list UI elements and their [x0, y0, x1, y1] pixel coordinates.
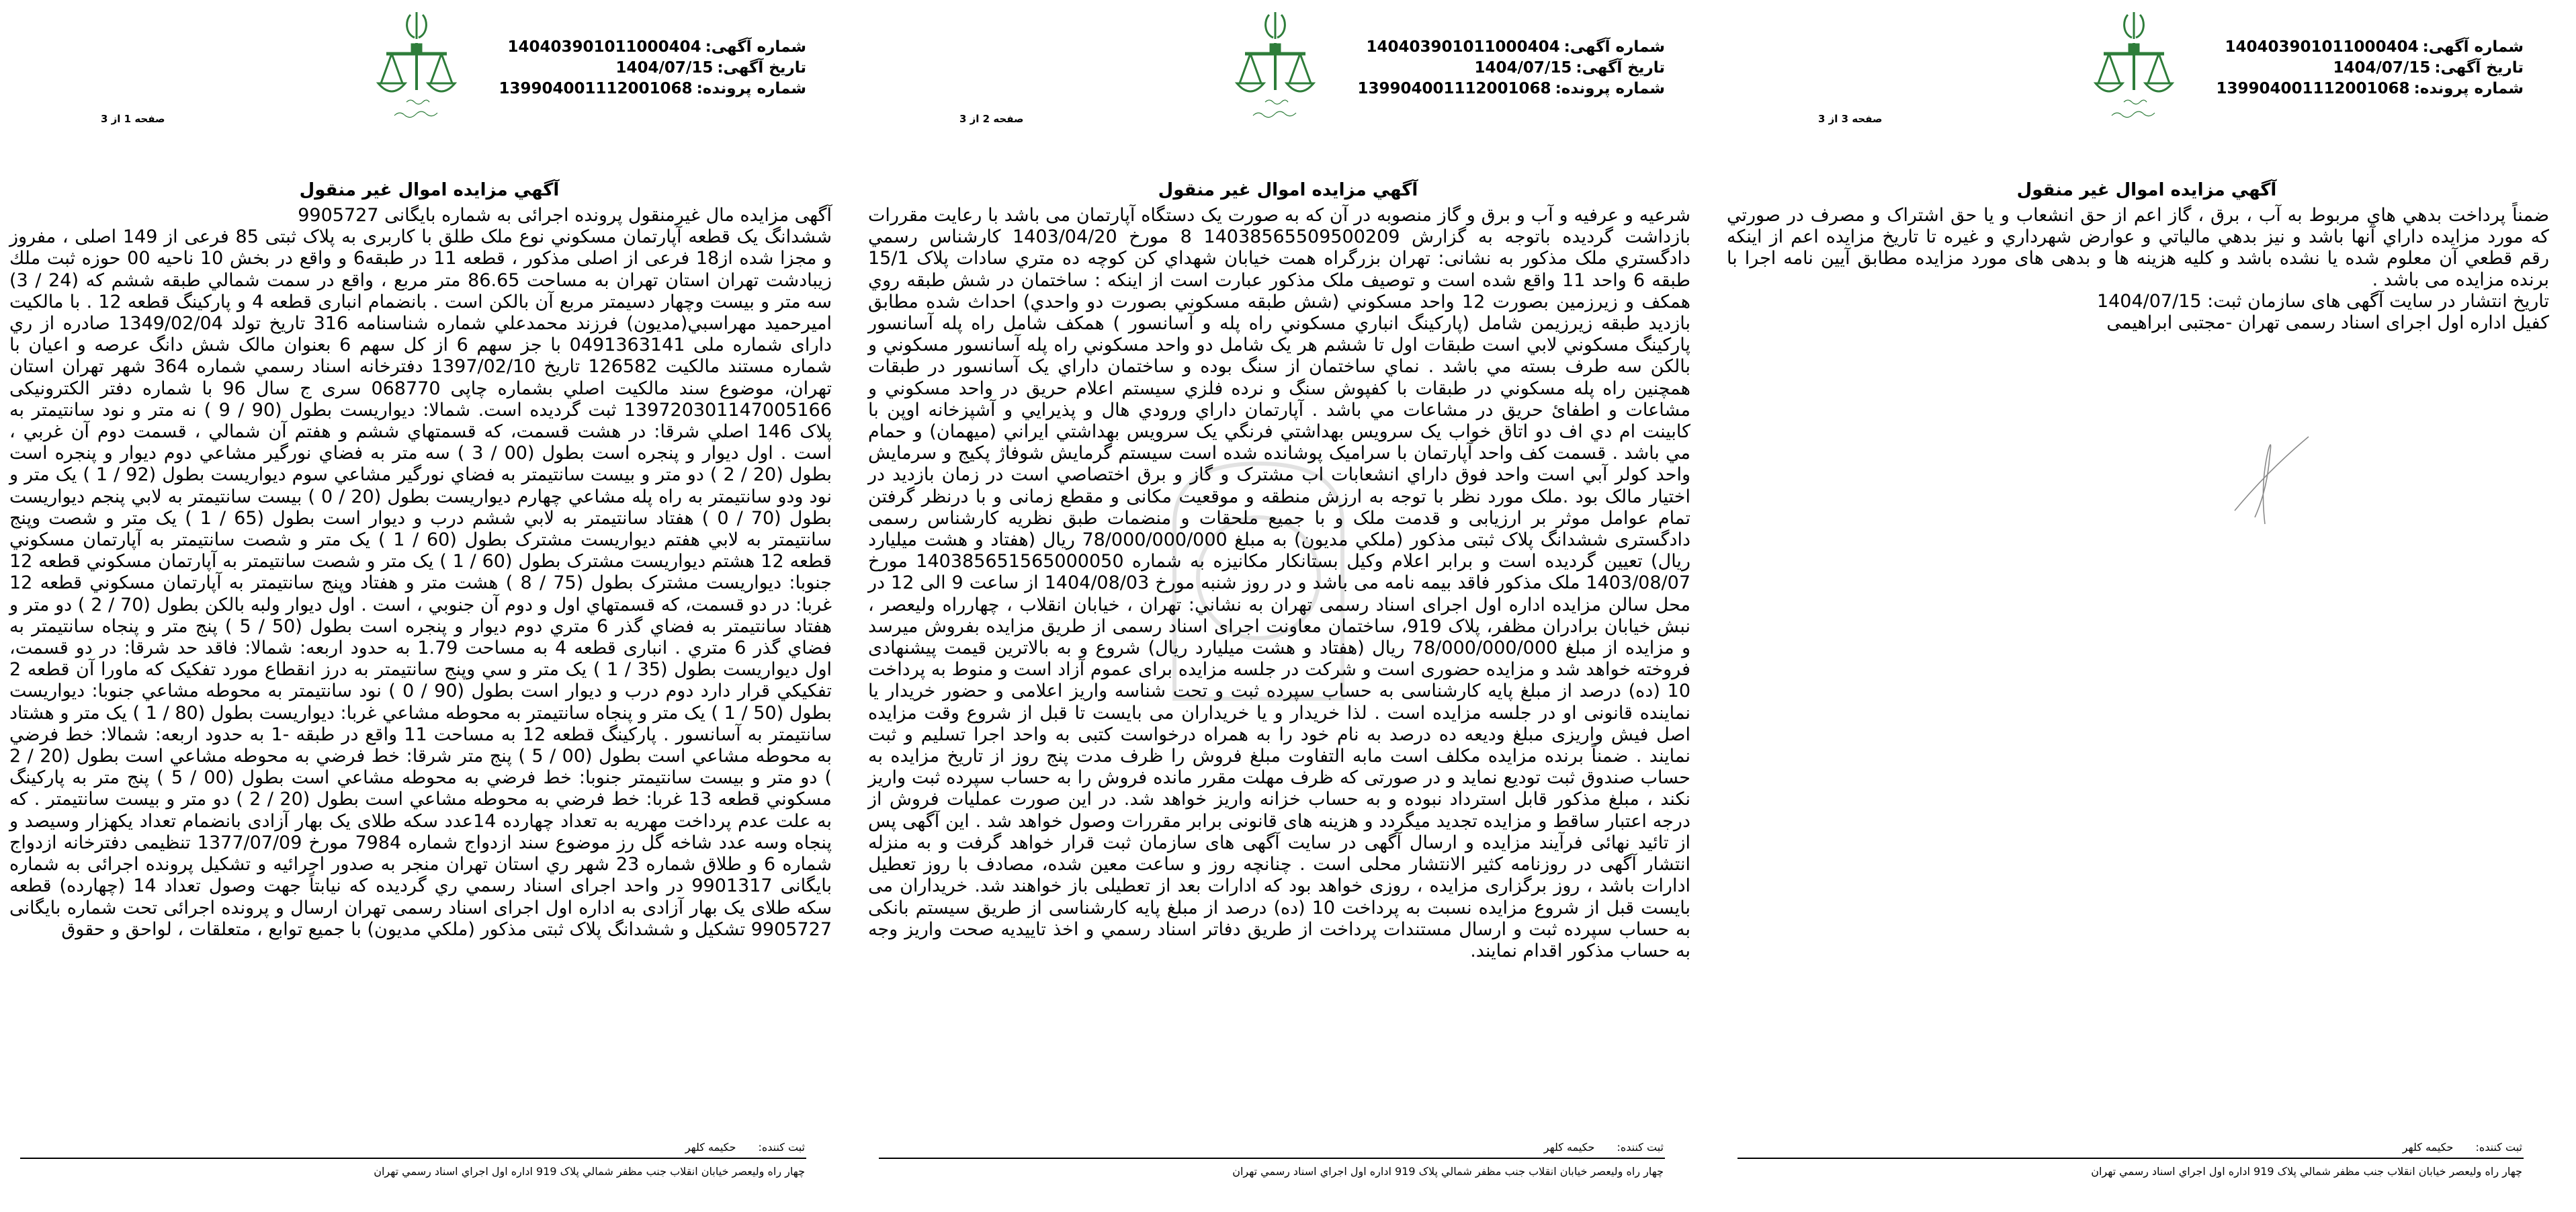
- footer-address: چهار راه وليعصر خيابان انقلاب جنب مظفر شمالي پلاک 919 اداره اول اجراي اسناد رسمي تهران: [374, 1165, 805, 1178]
- footer-divider: [879, 1158, 1665, 1159]
- ad-date: 1404/07/15: [1474, 59, 1572, 77]
- file-number-label: شماره پرونده:: [696, 80, 806, 97]
- ad-number: 140403901011000404: [1366, 38, 1560, 56]
- recorder: [2403, 1141, 2522, 1154]
- publish-date-label: تاریخ انتشار در سایت آگهی های سازمان ثبت:: [2207, 291, 2549, 312]
- ad-number: 140403901011000404: [507, 38, 701, 56]
- recorder: [1544, 1141, 1664, 1154]
- lead-line: آگهی مزایده مال غیرمنقول پرونده اجرائی به شماره بایگانی 9905727: [298, 205, 832, 226]
- header-meta: [499, 37, 807, 99]
- body-paragraph: شرعیه و عرفیه و آب و برق و گاز منصوبه در آن که به صورت یک دستگاه آپارتمان می باشد با رعایت مقررات بازداشت گردیده باتوجه به گزارش 14038565509500209 8 مورخ 1403/04/20 کارشناس رسمي دادگستري ملک مذکور به نشانی: تهران بزرگراه همت خيابان شهداي كن كوچه ده متري سادات پلاک 15/1 طبقه 6 واحد 11 واقع شده است و توصیف ملک مذکور عبارت است از اینکه : ساختمان در شش طبقه روي همکف و زيرزمين بصورت 12 واحد مسکوني (شش طبقه مسکوني بصورت دو واحدي) احداث شده مطابق بازديد طبقه زيرزيمن شامل (پارکينگ انباري مسکوني راه پله و آسانسور ) همکف شامل راه پله آسانسور پارکينگ مسکوني لابي است طبقات اول تا ششم هر يک شامل دو واحد مسکوني راه پله آسانسور مسكوني و بالکن سه طرف بسته مي باشد . نماي ساختمان از سنگ بوده و ساختمان داراي يک آسانسور در طبقات همچنين راه پله مسکوني در طبقات با کفپوش سنگ و نرده فلزي سيستم اعلام حريق در واحد مسکوني و مشاعات و اطفائ حريق در مشاعات مي باشد . آپارتمان داراي ورودي هال و پذيرايي و آشپزخانه اوپن با کابينت ام دي اف دو اتاق خواب يک سرويس بهداشتي فرنگي يک سرويس بهداشتي ايراني (ميهمان) و حمام مي باشد . قسمت کف واحد آپارتمان با سراميک پوشانده شده است سيستم گرمايش شوفاژ پکيج و سرمايش واحد کولر آبي است واحد فوق داراي انشعابات اب مشترک و گاز و برق اختصاصي است در زمان بازديد در اختيار مالک بود .ملک مورد نظر با توجه به ارزش منطقه و موقعیت مکانی و مقطع زمانی و با درنظر گرفتن تمام عوامل موثر بر ارزیابی و قدمت ملک و با جمیع ملحقات و منضمات طبق نظریه کارشناس رسمی دادگستری ششدانگ پلاک ثبتی مذکور (ملكي مديون) به مبلغ 78/000/000/000 ریال (هفتاد و هشت میلیارد ریال) تعیین گردیده است و برابر اعلام وکیل بستانکار مکانیزه به شماره 140385651565000050 مورخ 1403/08/07 ملک مذکور فاقد بیمه نامه می باشد و در روز شنبه مورخ 1404/08/03 از ساعت 9 الی 12 در محل سالن مزایده اداره اول اجرای اسناد رسمی تهران به نشاني: تهران ، خيابان انقلاب ، چهارراه وليعصر ، نبش خيابان برادران مظفر، پلاک 919، ساختمان معاونت اجرای اسناد رسمی از طریق مزایده بفروش میرسد و مزایده از مبلغ 78/000/000/000 ریال (هفتاد و هشت میلیارد ریال) شروع و به بالاترین قیمت پیشنهادی فروخته خواهد شد و مزایده حضوری است و شرکت در جلسه مزایده برای عموم آزاد است و منوط به پرداخت 10 (ده) درصد از مبلغ پایه کارشناسی به حساب سپرده ثبت و تحت شناسه واریز اعلامی و حضور خریدار یا نماینده قانونی او در جلسه مزایده است . لذا خریدار و یا خریداران می بایست تا قبل از شروع وقت مزایده اصل فیش واریزی مبلغ ودیعه ده درصد به نام خود را به همراه درخواست کتبی به واحد اجرا تسلیم و ثبت نمایند . ضمناً برنده مزایده مکلف است مابه التفاوت مبلغ فروش را ظرف مدت پنج روز از تاریخ مزایده به حساب صندوق ثبت تودیع نماید و در صورتی که ظرف مهلت مقرر مانده فروش را به حساب سپرده ثبت واریز نکند ، مبلغ مذکور قابل استرداد نبوده و به حساب خزانه واریز خواهد شد. در این صورت عملیات فروش از درجه اعتبار ساقط و مزایده تجدید میگردد و هزینه های قانونی برابر مقررات وصول خواهد شد . این آگهی پس از تائید نهائی فرآیند مزایده و ارسال آگهی در سایت آگهی های سازمان ثبت قرار خواهد گرفت و به منزله انتشار آگهی در روزنامه کثیر الانتشار محلی است . چنانچه روز و ساعت معین شده، مصادف با روز تعطیل ادارات باشد ، روز برگزاری مزایده ، روزی خواهد بود که ادارات بعد از تعطیلی باز خواهند شد. خریداران می بایست قبل از شروع مزایده نسبت به پرداخت 10 (ده) درصد از مبلغ پایه کارشناسی از طریق سیستم بانکی به حساب سپرده ثبت و ارسال مستندات پرداخت از طریق دفاتر اسناد رسمي و اخذ تاييديه صحت واريز وجه به حساب مذكور اقدام نمايند.: [868, 205, 1691, 961]
- body-paragraph: ششدانگ یک قطعه آپارتمان مسکوني نوع ملک طلق با کاربری به پلاک ثبتی 85 فرعی از 149 اصلی ، مفروز و مجزا شده از18 فرعی از اصلی مذکور ، قطعه 11 در طبقه6 و واقع در بخش 10 ناحیه 00 حوزه ثبت ملك زيبادشت تهران استان تهران به مساحت 86.65 متر مربع ، واقع در سمت شمالي طبقه ششم كه (24 / 3) سه متر و بیست وچهار دسیمتر مربع آن بالکن است . بانضمام انباری قطعه 4 و پارکینگ قطعه 12 . با مالكيت اميرحميد مهراسبي(مديون) فرزند محمدعلي شماره شناسنامه 316 تاريخ تولد 1349/02/04 صادره از ري دارای شماره ملی 0491363141 با جز سهم 6 از کل سهم 6 بعنوان مالک شش دانگ عرصه و اعيان با شماره مستند مالكيت 126582 تاريخ 1397/02/10 دفترخانه اسناد رسمي شماره 364 شهر تهران استان تهران، موضوع سند مالكيت اصلي بشماره چاپی 068770 سری ج سال 96 با شماره دفتر الکترونیکی 139720301147005166 ثبت گرديده است. شمالا: ديواريست بطول (90 / 9 ) نه متر و نود سانتيمتر به پلاک 146 اصلي شرقا: در هشت قسمت، كه قسمتهاي ششم و هفتم آن شمالي ، قسمت دوم آن غربي ، است . اول ديوار و پنجره است بطول (00 / 3 ) سه متر به فضاي نورگير مشاعي دوم ديوار و پنجره است بطول (20 / 2 ) دو متر و بيست سانتيمتر به فضاي نورگير مشاعي سوم ديواريست بطول (92 / 1 ) يک متر و نود ودو سانتيمتر به راه پله مشاعي چهارم ديواريست بطول (20 / 0 ) بيست سانتيمتر به لابي پنجم ديواريست بطول (70 / 0 ) هفتاد سانتيمتر به لابي ششم درب و ديوار است بطول (65 / 1 ) يک متر و شصت وپنج سانتيمتر به لابي هفتم ديواريست مشترک بطول (60 / 1 ) يک متر و شصت سانتيمتر به آپارتمان مسكوني قطعه 12 هشتم ديواريست مشترک بطول (60 / 1 ) يک متر و شصت سانتيمتر به آپارتمان مسكوني قطعه 12 جنوبا: ديواريست مشترک بطول (75 / 8 ) هشت متر و هفتاد وپنج سانتيمتر به آپارتمان مسكوني قطعه 12 غربا: در دو قسمت، كه قسمتهاي اول و دوم آن جنوبي ، است . اول ديوار ولبه بالکن بطول (70 / 2 ) دو متر و هفتاد سانتيمتر به فضاي گذر 6 متري دوم ديوار و پنجره است بطول (50 / 5 ) پنج متر و پنجاه سانتيمتر به فضاي گذر 6 متري . انباری قطعه 4 به مساحت 1.79 به حدود اربعه: شمالا: فاقد حد شرقا: در دو قسمت، اول ديواريست بطول (35 / 1 ) يک متر و سي وپنج سانتيمتر به درز انقطاع مورد تفکيک که ماورا آن قطعه 2 تفكيكي قرار دارد دوم درب و ديوار است بطول (90 / 0 ) نود سانتيمتر به محوطه مشاعي جنوبا: ديواريست بطول (50 / 1 ) يک متر و پنجاه سانتيمتر به محوطه مشاعي غربا: ديواريست بطول (80 / 1 ) يک متر و هشتاد سانتيمتر به آسانسور . پارکینگ قطعه 12 به مساحت 11 واقع در طبقه -1 به حدود اربعه: شمالا: خط فرضي به محوطه مشاعي است بطول (00 / 5 ) پنج متر شرقا: خط فرضي به محوطه مشاعي است بطول (20 / 2 ) دو متر و بيست سانتيمتر جنوبا: خط فرضي به محوطه مشاعي است بطول (00 / 5 ) پنج متر به پارکينگ مسكوني قطعه 13 غربا: خط فرضي به محوطه مشاعي است بطول (20 / 2 ) دو متر و بيست سانتيمتر . که به علت عدم پرداخت مهریه به تعداد چهارده 14عدد سکه طلای یک بهار آزادی بانضمام تعداد یکهزار وسیصد و پنجاه وسه عدد شاخه گل رز موضوع سند ازدواج شماره 7984 مورخ 1377/07/09 تنظیمی دفترخانه ازدواج شماره 6 و طلاق شماره 23 شهر ري استان تهران منجر به صدور اجرائيه و تشكيل پرونده اجرائی به شماره بایگانی 9901317 در واحد اجرای اسناد رسمي ري گرديده كه نيابتاً جهت وصول تعداد 14 (چهارده) قطعه سکه طلای یک بهار آزادی به اداره اول اجرای اسناد رسمی تهران ارسال و پرونده اجرائی تحت شماره بایگانی 9905727 تشکیل و ششدانگ پلاک ثبتی مذکور (ملكي مديون) با جميع توابع ، متعلقات ، لواحق و حقوق: [9, 226, 832, 940]
- page-title: آگهي مزايده اموال غير منقول: [299, 180, 560, 200]
- header-meta: [1358, 37, 1666, 99]
- page-number: صفحه 1 از 3: [101, 113, 165, 125]
- publish-date-line: [1727, 291, 2549, 312]
- recorder-name: حکیمه کلهر: [685, 1141, 736, 1154]
- header-meta: [2217, 37, 2524, 99]
- ad-number: 140403901011000404: [2225, 38, 2419, 56]
- ad-date-label: تاریخ آگهی:: [1576, 59, 1665, 77]
- judiciary-emblem-icon: [1225, 9, 1326, 124]
- ad-date: 1404/07/15: [2333, 59, 2431, 77]
- file-number: 139904001112001068: [499, 80, 693, 97]
- body-paragraph: ضمناً پرداخت بدهي هاي مربوط به آب ، برق ، گاز اعم از حق انشعاب و يا حق اشتراک و مصرف در صورتي که مورد مزايده داراي آنها باشد و نيز بدهي مالياتي و عوارض شهرداري و غيره تا تاريخ مزايده اعم از اينکه رقم قطعي آن معلوم شده يا نشده باشد و کليه هزینه ها و بدهی های مورد مزایده مطابق آیین نامه اجرا با برنده مزایده می باشد .: [1727, 205, 2549, 290]
- footer-address: چهار راه وليعصر خيابان انقلاب جنب مظفر شمالي پلاک 919 اداره اول اجراي اسناد رسمي تهران: [2091, 1165, 2522, 1178]
- ad-number-label: شماره آگهی:: [2422, 38, 2524, 56]
- file-number-label: شماره پرونده:: [2413, 80, 2524, 97]
- ad-number-label: شماره آگهی:: [705, 38, 806, 56]
- ad-number-label: شماره آگهی:: [1563, 38, 1665, 56]
- recorder-label: ثبت کننده:: [758, 1141, 805, 1154]
- footer-divider: [1737, 1158, 2524, 1159]
- publish-date: 1404/07/15: [2096, 291, 2202, 312]
- ad-date-label: تاریخ آگهی:: [717, 59, 806, 77]
- body-text: [868, 205, 1690, 962]
- page-number: صفحه 3 از 3: [1818, 113, 1883, 125]
- page-3: [1717, 0, 2576, 1212]
- page-2: [859, 0, 1717, 1212]
- recorder-label: ثبت کننده:: [1617, 1141, 1664, 1154]
- footer-divider: [20, 1158, 806, 1159]
- ad-date: 1404/07/15: [615, 59, 714, 77]
- recorder-label: ثبت کننده:: [2475, 1141, 2522, 1154]
- judiciary-emblem-icon: [366, 9, 467, 124]
- recorder: [685, 1141, 805, 1154]
- file-number-label: شماره پرونده:: [1555, 80, 1665, 97]
- judiciary-emblem-icon: [2084, 9, 2184, 124]
- page-number: صفحه 2 از 3: [959, 113, 1024, 125]
- footer-address: چهار راه وليعصر خيابان انقلاب جنب مظفر شمالي پلاک 919 اداره اول اجراي اسناد رسمي تهران: [1232, 1165, 1664, 1178]
- recorder-name: حکیمه کلهر: [2402, 1141, 2454, 1154]
- body-text: [9, 205, 832, 941]
- file-number: 139904001112001068: [1357, 80, 1551, 97]
- ad-date-label: تاریخ آگهی:: [2434, 59, 2524, 77]
- body-text: [1727, 205, 2549, 334]
- file-number: 139904001112001068: [2216, 80, 2410, 97]
- signatory: کفیل اداره اول اجرای اسناد رسمی تهران -مجتبی ابراهیمی: [2106, 312, 2549, 333]
- page-title: آگهي مزايده اموال غير منقول: [2016, 180, 2277, 200]
- signature-icon: [2228, 430, 2315, 531]
- page-title: آگهي مزايده اموال غير منقول: [1158, 180, 1418, 200]
- recorder-name: حکیمه کلهر: [1543, 1141, 1595, 1154]
- page-1: [0, 0, 859, 1212]
